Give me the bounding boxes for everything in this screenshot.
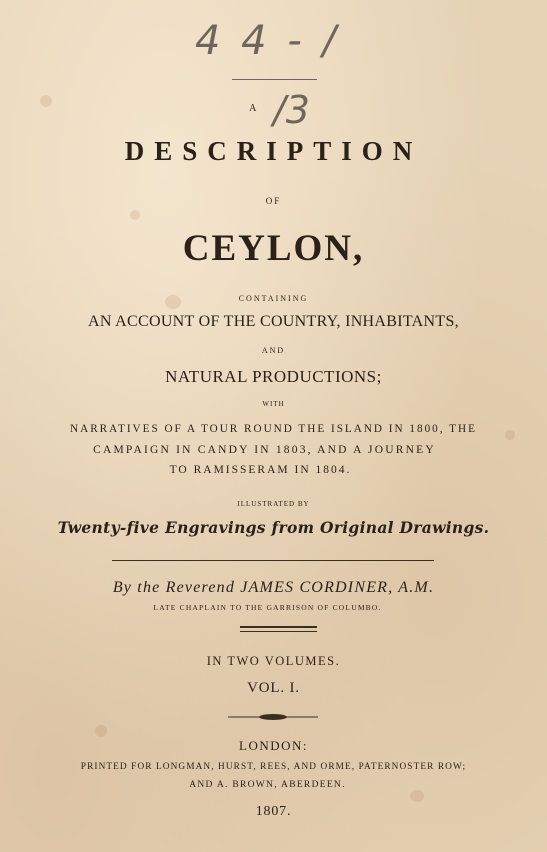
account-line: AN ACCOUNT OF THE COUNTRY, INHABITANTS,: [88, 313, 459, 330]
with-label: WITH: [262, 400, 285, 408]
author-line: By the Reverend JAMES CORDINER, A.M.: [112, 579, 435, 596]
and-label: AND: [261, 346, 286, 355]
productions-line: NATURAL PRODUCTIONS;: [165, 367, 382, 386]
double-rule-bottom: [240, 631, 317, 632]
printer-line-1: PRINTED FOR LONGMAN, HURST, REES, AND ORME, PATERNOSTER ROW;: [80, 762, 467, 772]
ornament-icon: [228, 710, 318, 724]
title-ceylon: CEYLON,: [182, 228, 365, 269]
handwritten-shelfmark: 4 4 - /: [195, 18, 340, 64]
illustrated-label: ILLUSTRATED BY: [237, 500, 310, 508]
title-description: DESCRIPTION: [124, 136, 423, 166]
volume-line: VOL. I.: [247, 680, 300, 696]
foxing-spot: [130, 210, 140, 220]
narratives-line-3: TO RAMISSERAM IN 1804.: [169, 464, 352, 476]
narratives-line-1: NARRATIVES OF A TOUR ROUND THE ISLAND IN 1800, THE: [70, 423, 477, 435]
title-of: OF: [265, 196, 282, 206]
narratives-line-2: CAMPAIGN IN CANDY IN 1803, AND A JOURNEY: [93, 444, 436, 456]
divider: [112, 560, 434, 561]
city-line: LONDON:: [239, 738, 308, 753]
printer-line-2: AND A. BROWN, ABERDEEN.: [189, 780, 346, 790]
author-title: LATE CHAPLAIN TO THE GARRISON OF COLUMBO.: [153, 603, 382, 612]
handwritten-number: /3: [273, 88, 310, 132]
volumes-line: IN TWO VOLUMES.: [206, 654, 341, 668]
foxing-spot: [95, 725, 107, 737]
containing-label: CONTAINING: [238, 294, 309, 303]
foxing-spot: [410, 790, 424, 802]
engravings-line: Twenty-five Engravings from Original Drawings.: [57, 518, 490, 537]
year-line: 1807.: [255, 804, 292, 819]
handwritten-underline: [232, 79, 317, 80]
double-rule-top: [240, 626, 317, 628]
title-article: A: [249, 103, 258, 114]
